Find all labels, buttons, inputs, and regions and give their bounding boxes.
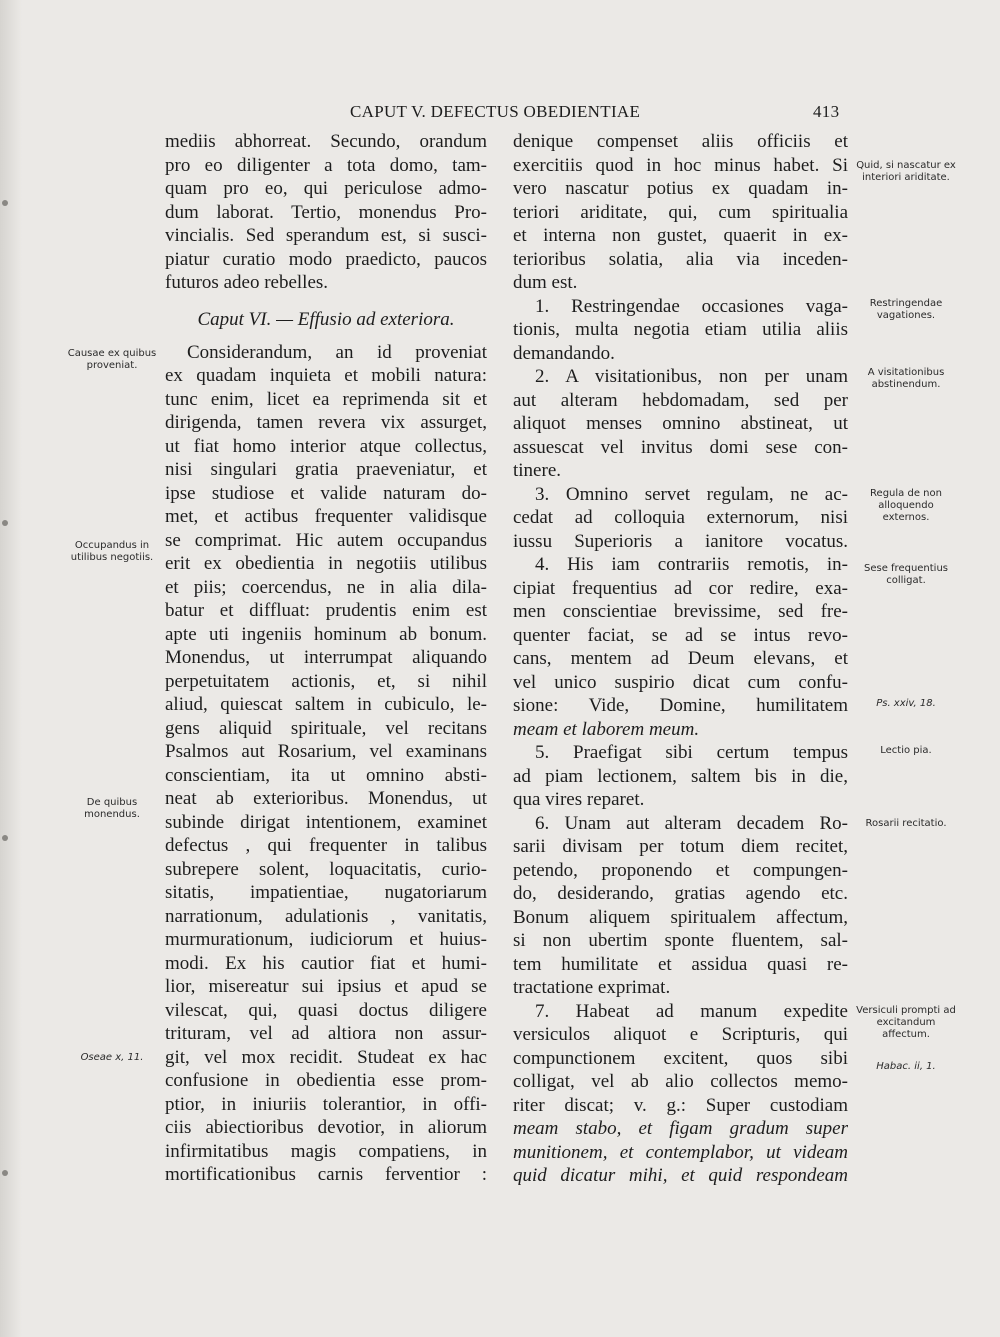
text-line: do, desiderando, gratias agendo etc. (513, 883, 848, 904)
text-line: vilescat, qui, quasi doctus diligere (165, 999, 487, 1021)
page-number: 413 (813, 102, 840, 121)
text-line: git, vel mox recidit. Studeat ex hac (165, 1046, 487, 1068)
right-text-column (513, 130, 848, 1188)
text-line: aliud, quiescat saltem in cubiculo, le- (165, 694, 487, 715)
text-line: demandando. (513, 342, 615, 364)
text-line: cipiat frequentius ad cor redire, exa- (513, 577, 848, 599)
text-line: sione: Vide, Domine, humilitatem (513, 695, 848, 716)
margin-note: Regula de non alloquendo externos. (870, 488, 942, 523)
text-line: murmurationum, iudiciorum et huius- (165, 929, 487, 950)
text-line: se comprimat. Hic autem occupandus (165, 529, 487, 551)
margin-note: Lectio pia. (880, 745, 932, 756)
text-line: 4. His iam contrariis remotis, in- (535, 554, 848, 575)
text-line: perpetuitatem actionis, et, si nihil (165, 670, 487, 692)
text-line: narrationum, adulationis , vanitatis, (165, 905, 487, 927)
text-line: si non ubertim sponte fluentem, sal- (513, 930, 848, 951)
text-line: petendo, proponendo et compungen- (513, 859, 848, 881)
scan-mark (2, 520, 8, 526)
text-line: infirmitatibus magis compatiens, in (165, 1140, 487, 1162)
text-line: vincialis. Sed sperandum est, si susci- (165, 225, 487, 246)
text-line: subrepere solent, loquacitatis, curio- (165, 858, 487, 880)
text-line: denique compenset aliis officiis et (513, 131, 848, 152)
text-line: terioribus solatia, alia via inceden- (513, 248, 848, 270)
text-line: Bonum aliquem spiritualem affectum, (513, 906, 848, 928)
text-line: riter discat; v. g.: Super custodiam (513, 1094, 848, 1116)
text-line: batur et diffluat: prudentis enim est (165, 600, 487, 621)
text-line: dum laborat. Tertio, monendus Pro- (165, 201, 487, 223)
text-line: Considerandum, an id proveniat (187, 341, 487, 363)
text-line: ipse studiose et valide naturam do- (165, 482, 487, 504)
text-line: et interna non gustet, quaerit in ex- (513, 225, 848, 246)
margin-note: Causae ex quibus proveniat. (67, 348, 157, 371)
text-line: iussu Superioris a ianitore vocatus. (513, 530, 848, 552)
text-line: sarii divisam per totum diem recitet, (513, 836, 848, 857)
text-line: colligat, vel ab alio collectos memo- (513, 1071, 848, 1092)
text-line: munitionem, et contemplabor, ut videam (513, 1141, 848, 1163)
text-line: teriori ariditate, qui, cum spiritualia (513, 201, 848, 223)
text-line: met, et actibus frequenter validisque (165, 506, 487, 527)
text-line: Psalmos aut Rosarium, vel examinans (165, 741, 487, 762)
margin-note: Occupandus in utilibus negotiis. (70, 540, 154, 563)
text-line: tunc enim, licet ea reprimenda sit et (165, 388, 487, 410)
margin-note: A visitationibus abstinendum. (867, 367, 945, 390)
text-line: 6. Unam aut alteram decadem Ro- (535, 812, 848, 834)
text-line: meam stabo, et figam gradum super (513, 1118, 848, 1139)
scan-mark (2, 200, 8, 206)
text-line: confusione in obedientia esse prom- (165, 1070, 487, 1091)
margin-note: De quibus monendus. (84, 797, 140, 820)
text-line: versiculos aliquot e Scripturis, qui (513, 1024, 848, 1045)
scan-mark (2, 1170, 8, 1176)
text-line: 5. Praefigat sibi certum tempus (535, 742, 848, 763)
text-line: piatur curatio modo praedicto, paucos (165, 248, 487, 270)
text-line: tractatione exprimat. (513, 977, 671, 998)
text-line: assuescat vel invitus domi sese con- (513, 436, 848, 458)
text-line: mediis abhorreat. Secundo, orandum (165, 131, 487, 152)
text-line: quenter faciat, se ad se intus revo- (513, 624, 848, 646)
text-line: tionis, multa negotia etiam utilia aliis (513, 319, 848, 340)
margin-note: Rosarii recitatio. (865, 818, 947, 829)
text-line: et piis; coercendus, ne in alia dila- (165, 576, 487, 598)
text-line: gens aliquid spirituale, vel recitans (165, 717, 487, 739)
running-header (160, 102, 860, 128)
scan-mark (2, 835, 8, 841)
text-line: cedat ad colloquia externorum, nisi (513, 507, 848, 528)
text-line: quid dicatur mihi, et quid respondeam (513, 1165, 848, 1186)
margin-note: Versiculi prompti ad excitandum affectum. (856, 1005, 956, 1040)
margin-note: Restringendae vagationes. (869, 298, 943, 321)
text-line: compunctionem excitent, quos sibi (513, 1047, 848, 1069)
margin-citation: Oseae x, 11. (80, 1052, 144, 1063)
text-line: ptior, in iniuriis tolerantior, in offi- (165, 1093, 487, 1115)
text-line: ut fiat homo interior atque collectus, (165, 435, 487, 457)
text-line: 1. Restringendae occasiones vaga- (535, 295, 848, 317)
text-line: apte uti ingeniis hominum ab bonum. (165, 623, 487, 645)
text-line: meam et laborem meum. (513, 718, 700, 740)
text-line: mortificationibus carnis ferventior : (165, 1164, 487, 1185)
text-line: Monendus, ut interrumpat aliquando (165, 647, 487, 668)
text-line: ad piam lectionem, saltem bis in die, (513, 765, 848, 787)
text-line: ex quadam inquieta et mobili natura: (165, 365, 487, 386)
text-line: modi. Ex his cautior fiat et humi- (165, 952, 487, 974)
text-line: men conscientiae brevissime, sed fre- (513, 601, 848, 622)
text-line: dirigenda, tamen revera vix assurget, (165, 412, 487, 433)
text-line: tinere. (513, 460, 562, 481)
margin-note: Quid, si nascatur ex interiori ariditate. (856, 160, 956, 183)
text-line: lior, misereatur sui ipsius et apud se (165, 976, 487, 997)
text-line: vero nascatur potius ex quadam in- (513, 178, 848, 199)
text-line: quam pro eo, qui periculose admo- (165, 178, 487, 199)
text-line: defectus , qui frequenter in talibus (165, 835, 487, 856)
text-line: nisi singulari gratia praeveniatur, et (165, 459, 487, 480)
text-line: 7. Habeat ad manum expedite (535, 1000, 848, 1022)
text-line: 2. A visitationibus, non per unam (535, 366, 848, 387)
margin-note: Sese frequentius colligat. (863, 563, 949, 586)
running-title: CAPUT V. DEFECTUS OBEDIENTIAE (350, 102, 641, 121)
text-line: neat ab exterioribus. Monendus, ut (165, 788, 487, 809)
text-line: futuros adeo rebelles. (165, 272, 329, 293)
text-line: tem humilitate et assidua quasi re- (513, 953, 848, 975)
text-line: conscientiam, ita ut omnino absti- (165, 764, 487, 786)
text-line: aut alteram hebdomadam, sed per (513, 389, 848, 411)
text-line: dum est. (513, 272, 578, 293)
left-text-column (165, 130, 487, 1187)
margin-citation: Ps. xxiv, 18. (876, 698, 936, 709)
text-line: trituram, vel ad altiora non assur- (165, 1023, 487, 1044)
text-line: subinde dirigat intentionem, examinet (165, 811, 487, 833)
text-line: ciis abiectioribus devotior, in aliorum (165, 1117, 487, 1138)
text-line: sitatis, impatientiae, nugatoriarum (165, 882, 487, 903)
text-line: cans, mentem ad Deum elevans, et (513, 648, 848, 669)
text-line: exercitiis quod in hoc minus habet. Si (513, 154, 848, 176)
text-line: qua vires reparet. (513, 789, 645, 810)
chapter-heading: Caput VI. — Effusio ad exteriora. (197, 308, 455, 330)
text-line: pro eo diligenter a tota domo, tam- (165, 154, 487, 176)
margin-citation: Habac. ii, 1. (876, 1061, 936, 1072)
text-line: 3. Omnino servet regulam, ne ac- (535, 483, 848, 505)
text-line: aliquot menses omnino abstineat, ut (513, 413, 848, 434)
text-line: vel unico suspirio dicat cum confu- (513, 671, 848, 693)
text-line: erit ex obedientia in negotiis utilibus (165, 553, 487, 574)
